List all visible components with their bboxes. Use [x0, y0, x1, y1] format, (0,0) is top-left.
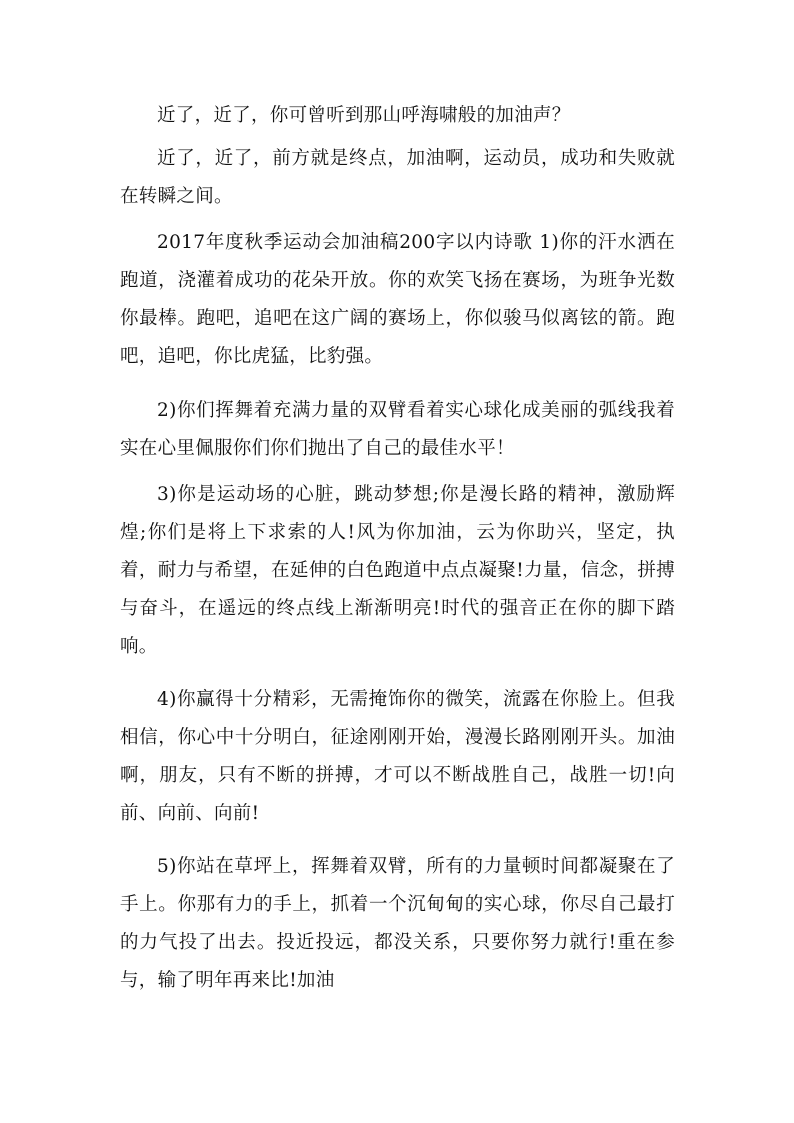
paragraph-5: 3)你是运动场的心脏，跳动梦想;你是漫长路的精神，激励辉煌;你们是将上下求索的人!风为你加油，云为你助兴，坚定，执着，耐力与希望，在延伸的白色跑道中点点凝聚!力量，信念，拼搏与奋斗，在遥远的终点线上渐渐明亮!时代的强音正在你的脚下踏响。 [120, 484, 675, 657]
paragraph-6: 4)你赢得十分精彩，无需掩饰你的微笑，流露在你脸上。但我相信，你心中十分明白，征途刚刚开始，漫漫长路刚刚开头。加油啊，朋友，只有不断的拼搏，才可以不断战胜自己，战胜一切!向前、向前、向前! [120, 689, 675, 824]
paragraph-3: 2017年度秋季运动会加油稿200字以内诗歌 1)你的汗水洒在跑道，浇灌着成功的花朵开放。你的欢笑飞扬在赛场，为班争光数你最棒。跑吧，追吧在这广阔的赛场上，你似骏马似离铉的箭。跑吧，追吧，你比虎猛，比豹强。 [120, 232, 675, 367]
paragraph-2: 近了，近了，前方就是终点，加油啊，运动员，成功和失败就在转瞬之间。 [120, 148, 675, 207]
paragraph-7: 5)你站在草坪上，挥舞着双臂，所有的力量顿时间都凝聚在了手上。你那有力的手上，抓着一个沉甸甸的实心球，你尽自己最打的力气投了出去。投近投远，都没关系，只要你努力就行!重在参与，输了明年再来比!加油 [120, 856, 675, 991]
paragraph-4: 2)你们挥舞着充满力量的双臂看着实心球化成美丽的弧线我着实在心里佩服你们你们抛出了自己的最佳水平！ [120, 400, 675, 459]
paragraph-1: 近了，近了，你可曾听到那山呼海啸般的加油声？ [157, 105, 571, 126]
